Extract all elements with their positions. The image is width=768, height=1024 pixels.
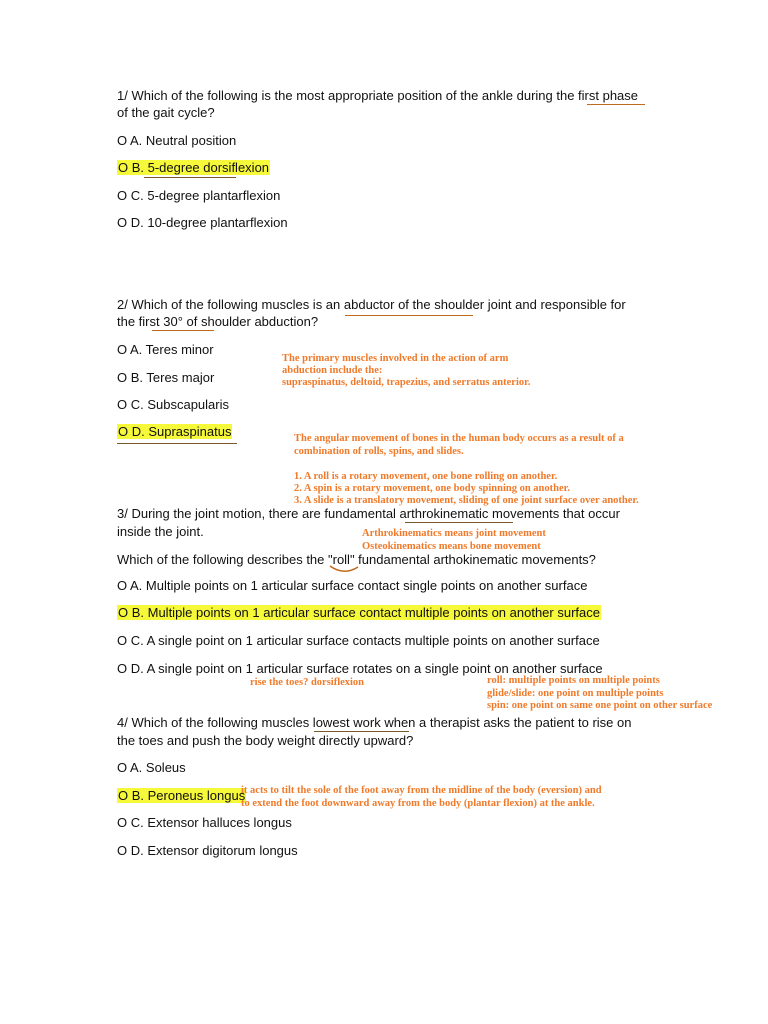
q1-option-b xyxy=(117,159,270,177)
q1-option-c: O C. 5-degree plantarflexion xyxy=(117,188,281,203)
note-roll-def-1: roll: multiple points on multiple points xyxy=(487,675,660,686)
q2-option-a: O A. Teres minor xyxy=(117,342,214,357)
underline-5-degree-dorsiflexion xyxy=(144,177,236,178)
note-abduction-2: abduction include the: xyxy=(282,365,383,376)
q3-option-a: O A. Multiple points on 1 articular surface contact single points on another surface xyxy=(117,578,588,593)
q4-option-b xyxy=(117,787,246,805)
q1-option-a: O A. Neutral position xyxy=(117,133,237,148)
underline-abductor xyxy=(345,315,473,316)
q1-option-d: O D. 10-degree plantarflexion xyxy=(117,215,288,230)
q3-stem-line-2: inside the joint. xyxy=(117,524,204,539)
q4-option-c: O C. Extensor halluces longus xyxy=(117,815,292,830)
note-abduction-3: supraspinatus, deltoid, trapezius, and serratus anterior. xyxy=(282,377,531,388)
q3-option-d: O D. A single point on 1 articular surface rotates on a single point on another surface xyxy=(117,661,603,676)
note-angular-4: 2. A spin is a rotary movement, one body spinning on another. xyxy=(294,483,570,494)
q3-option-b xyxy=(117,604,601,622)
q4-option-b-answer: O B. Peroneus longus xyxy=(118,788,246,803)
underline-supraspinatus xyxy=(117,443,237,444)
note-angular-2: combination of rolls, spins, and slides. xyxy=(294,446,464,457)
q2-stem-line-1: 2/ Which of the following muscles is an abductor of the shoulder joint and responsible for xyxy=(117,297,626,312)
note-roll-def-2: glide/slide: one point on multiple points xyxy=(487,688,664,699)
note-peroneus-1: it acts to tilt the sole of the foot away from the midline of the body (eversion) and xyxy=(241,785,602,796)
q2-option-b: O B. Teres major xyxy=(117,370,215,385)
q4-option-d: O D. Extensor digitorum longus xyxy=(117,843,298,858)
underline-first-30 xyxy=(152,330,214,331)
q3-stem-line-1: 3/ During the joint motion, there are fundamental arthrokinematic movements that occur xyxy=(117,506,620,521)
note-kinematics-2: Osteokinematics means bone movement xyxy=(362,541,541,552)
q2-stem-line-2: the first 30° of shoulder abduction? xyxy=(117,314,319,329)
note-abduction-1: The primary muscles involved in the action of arm xyxy=(282,353,509,364)
q1-stem-line-1: 1/ Which of the following is the most appropriate position of the ankle during the first phase xyxy=(117,88,639,103)
q3-option-c: O C. A single point on 1 articular surface contacts multiple points on another surface xyxy=(117,633,600,648)
note-peroneus-2: to extend the foot downward away from the body (plantar flexion) at the ankle. xyxy=(241,798,595,809)
underline-roll-curve xyxy=(328,564,360,574)
q2-option-d xyxy=(117,423,232,441)
note-roll-def-3: spin: one point on same one point on other surface xyxy=(487,700,713,711)
underline-arthrokinematic xyxy=(405,522,513,523)
q4-stem-line-1: 4/ Which of the following muscles lowest work when a therapist asks the patient to rise on xyxy=(117,715,632,730)
q3-option-b-answer: O B. Multiple points on 1 articular surface contact multiple points on another surface xyxy=(118,605,600,620)
q2-option-c: O C. Subscapularis xyxy=(117,397,229,412)
underline-first-phase xyxy=(587,104,645,105)
note-angular-3: 1. A roll is a rotary movement, one bone rolling on another. xyxy=(294,471,558,482)
note-kinematics-1: Arthrokinematics means joint movement xyxy=(362,528,546,539)
note-angular-5: 3. A slide is a translatory movement, sliding of one joint surface over another. xyxy=(294,495,639,506)
note-rise-toes: rise the toes? dorsiflexion xyxy=(250,677,365,688)
q4-stem-line-2: the toes and push the body weight directly upward? xyxy=(117,733,414,748)
note-angular-1: The angular movement of bones in the human body occurs as a result of a xyxy=(294,433,624,444)
q1-option-b-answer: O B. 5-degree dorsiflexion xyxy=(118,160,270,175)
q2-option-d-answer: O D. Supraspinatus xyxy=(118,424,232,439)
q3-stem-line-3: Which of the following describes the "roll" fundamental arthokinematic movements? xyxy=(117,552,596,567)
q1-stem-line-2: of the gait cycle? xyxy=(117,105,215,120)
q4-option-a: O A. Soleus xyxy=(117,760,186,775)
